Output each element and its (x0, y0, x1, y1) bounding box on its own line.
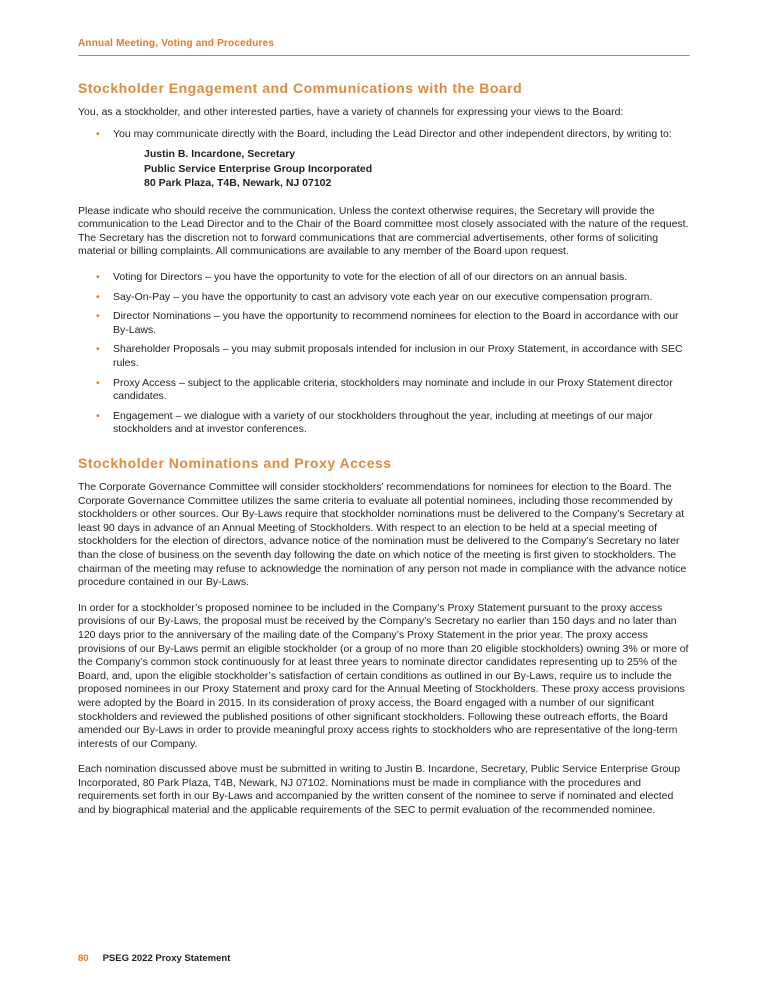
bullet-text: Proxy Access – subject to the applicable criteria, stockholders may nominate and include in our Proxy Statement director candidates. (113, 376, 673, 403)
bullet-icon: • (96, 343, 100, 356)
page-number: 80 (78, 953, 89, 964)
bullet-item-engagement (96, 410, 690, 437)
footer-doc-title: PSEG 2022 Proxy Statement (102, 953, 231, 964)
bullet-text: You may communicate directly with the Board, including the Lead Director and other independent directors, by writing to: (113, 127, 672, 140)
page-footer (78, 953, 230, 964)
bullet-item-say-on-pay (96, 291, 690, 305)
bullet-item-proxy-access (96, 377, 690, 404)
running-header-text: Annual Meeting, Voting and Procedures (78, 38, 275, 49)
address-line-name: Justin B. Incardone, Secretary (144, 148, 296, 161)
bullet-item-voting (96, 271, 690, 285)
nominations-paragraph-2: In order for a stockholder’s proposed nominee to be included in the Company’s Proxy Statement pursuant to the proxy access provisions of our By-Laws, the proposal must be received by the Company’s Secretary no earlier than 150 days and no later than 120 days prior to the anniversary of the mailing date of the Company’s Proxy Statement in the prior year. The proxy access provisions of our By-Laws permit an eligible stockholder (or a group of no more than 20 eligible stockholders) owning 3% or more of the Company’s common stock continuously for at least three years to nominate director candidates representing up to 25% of the Board, and, upon the eligible stockholder’s satisfaction of certain conditions as outlined in our By-Laws, require us to include the proposed nominees in our Proxy Statement and proxy card for the Annual Meeting of Stockholders. These proxy access provisions were adopted by the Board in 2015. In its consideration of proxy access, the Board engaged with a number of our significant stockholders and reviewed the published positions of other significant stockholders. Following these outreach efforts, the Board amended our By-Laws in order to provide meaningful proxy access rights to stockholders who are representative of the long-term interests of our Company. (78, 601, 689, 750)
bullet-text: Director Nominations – you have the opportunity to recommend nominees for election to the Board in accordance with our By-Laws. (113, 310, 679, 336)
bullet-item-write-to (96, 128, 690, 142)
intro-paragraph: You, as a stockholder, and other interested parties, have a variety of channels for expressing your views to the Board: (78, 106, 624, 118)
bullet-icon: • (96, 409, 100, 422)
communication-paragraph: Please indicate who should receive the communication. Unless the context otherwise requires, the Secretary will provide the communication to the Lead Director and to the Chair of the Board committee most closely associated with the nature of the request. The Secretary has the discretion not to forward communications that are commercial advertisements, other forms of soliciting material or billing complaints. All communications are available to any member of the Board upon request. (78, 204, 689, 258)
bullet-item-director-nominations (96, 310, 690, 337)
bullet-icon: • (96, 271, 100, 284)
address-line-street: 80 Park Plaza, T4B, Newark, NJ 07102 (144, 177, 332, 190)
nominations-paragraph-3: Each nomination discussed above must be submitted in writing to Justin B. Incardone, Secretary, Public Service Enterprise Group Incorporated, 80 Park Plaza, T4B, Newark, NJ 07102. Nominations must be made in compliance with the procedures and requirements set forth in our By-Laws and accompanied by the written consent of the nominee to serve if nominated and elected and by biographical material and the applicable requirements of the SEC to permit evaluation of the recommended nominee. (78, 763, 681, 817)
bullet-icon: • (96, 376, 100, 389)
nominations-paragraph-1: The Corporate Governance Committee will consider stockholders’ recommendations for nominees for election to the Board. The Corporate Governance Committee utilizes the same criteria to evaluate all potential nominees, including those recommended by stockholders or other sources. Our By-Laws require that stockholder nominations must be delivered to the Company’s Secretary at least 90 days in advance of an Annual Meeting of Stockholders. With respect to an election to be held at a special meeting of stockholders for the election of directors, advance notice of the nomination must be delivered to the Company’s Secretary no later than the close of business on the seventh day following the date on which notice of the meeting is first given to stockholders. The chairman of the meeting may refuse to acknowledge the nomination of any person not made in compliance with the advance notice procedure contained in our By-Laws. (78, 481, 687, 589)
section-title-engagement: Stockholder Engagement and Communications with the Board (78, 80, 523, 96)
section-title-nominations: Stockholder Nominations and Proxy Access (78, 455, 392, 471)
bullet-icon: • (96, 127, 100, 140)
bullet-text: Shareholder Proposals – you may submit proposals intended for inclusion in our Proxy Statement, in accordance with SEC rules. (113, 343, 683, 370)
bullet-icon: • (96, 290, 100, 303)
bullet-text: Engagement – we dialogue with a variety of our stockholders throughout the year, including at meetings of our major stockholders and at investor conferences. (113, 409, 653, 436)
bullet-text: Say-On-Pay – you have the opportunity to cast an advisory vote each year on our executive compensation program. (113, 290, 653, 303)
address-line-company: Public Service Enterprise Group Incorporated (144, 162, 373, 175)
bullet-text: Voting for Directors – you have the opportunity to vote for the election of all of our directors on an annual basis. (113, 271, 628, 284)
bullet-icon: • (96, 310, 100, 323)
secretary-address-block (144, 147, 690, 191)
bullet-item-shareholder-proposals (96, 343, 690, 370)
channels-bullet-list (78, 271, 690, 437)
running-header (78, 38, 690, 56)
